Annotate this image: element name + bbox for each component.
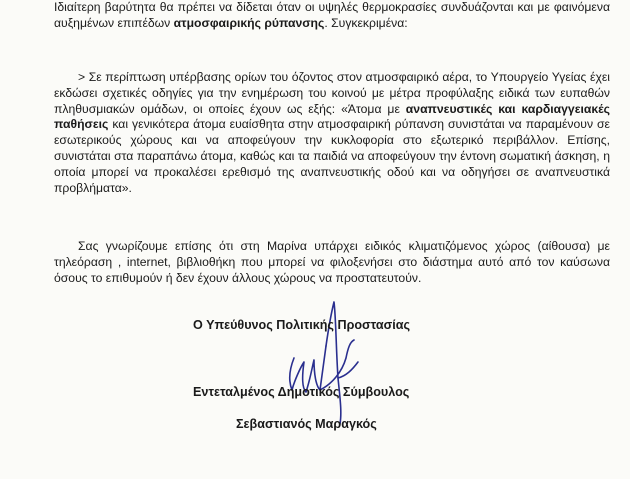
paragraph-2-bold-conditions: αναπνευστικές και καρδιαγγειακές παθήσεις (54, 101, 610, 132)
paragraph-3-text: Σας γνωρίζουμε επίσης ότι στη Μαρίνα υπάρχει ειδικός κλιματιζόμενος χώρος (αίθουσα) με τηλεόραση , internet, βιβλιοθήκη που μπορεί να φιλοξενήσει στο διάστημα αυτό από τον καύσωνα όσους το επιθυμούν ή δεν έχουν άλλους χώρους να προστατευτούν. (54, 239, 610, 285)
paragraph-ozone-guidelines (54, 70, 610, 196)
paragraph-2-text-a: > Σε περίπτωση υπέρβασης ορίων του όζοντος στον ατμοσφαιρικό αέρα, το Υπουργείο Υγείας έχει εκδώσει σχετικές οδηγίες για την ενημέρωση του κοινού με μέτρα προφύλαξης ειδικά των ευπαθών πληθυσμιακών ομάδων, οι οποίες έχουν ως εξής: «Άτομα με (54, 70, 610, 116)
paragraph-1-text-b: . Συγκεκριμένα: (324, 15, 408, 30)
paragraph-air-pollution-intro (54, 0, 610, 32)
paragraph-1-bold-atmospheric-pollution: ατμοσφαιρικής ρύπανσης (173, 15, 325, 30)
paragraph-1-text-a: Ιδιαίτερη βαρύτητα θα πρέπει να δίδεται όταν οι υψηλές θερμοκρασίες συνδυάζονται και με φαινόμενα αυξημένων επιπέδων (54, 0, 610, 30)
signature-name: Σεβαστιανός Μαραγκός (236, 417, 377, 431)
paragraph-2-text-b: και γενικότερα άτομα ευαίσθητα στην ατμοσφαιρική ρύπανση συνιστάται να παραμένουν σε εσωτερικούς χώρους και να αποφεύγουν την κυκλοφορία στο εξωτερικό περιβάλλον. Επίσης, συνιστάται στα παραπάνω άτομα, καθώς και τα παιδιά να αποφεύγουν την έντονη σωματική άσκηση, η οποία μπορεί να προκαλέσει ερεθισμό της αναπνευστικής οδού και να οδηγήσει σε αναπνευστικά προβλήματα». (54, 117, 610, 195)
signature-title: Εντεταλμένος Δημοτικός Σύμβουλος (193, 385, 410, 399)
paragraph-marina-shelter (54, 239, 610, 286)
handwritten-signature (280, 288, 370, 428)
signature-role: Ο Υπεύθυνος Πολιτικής Προστασίας (193, 318, 411, 332)
